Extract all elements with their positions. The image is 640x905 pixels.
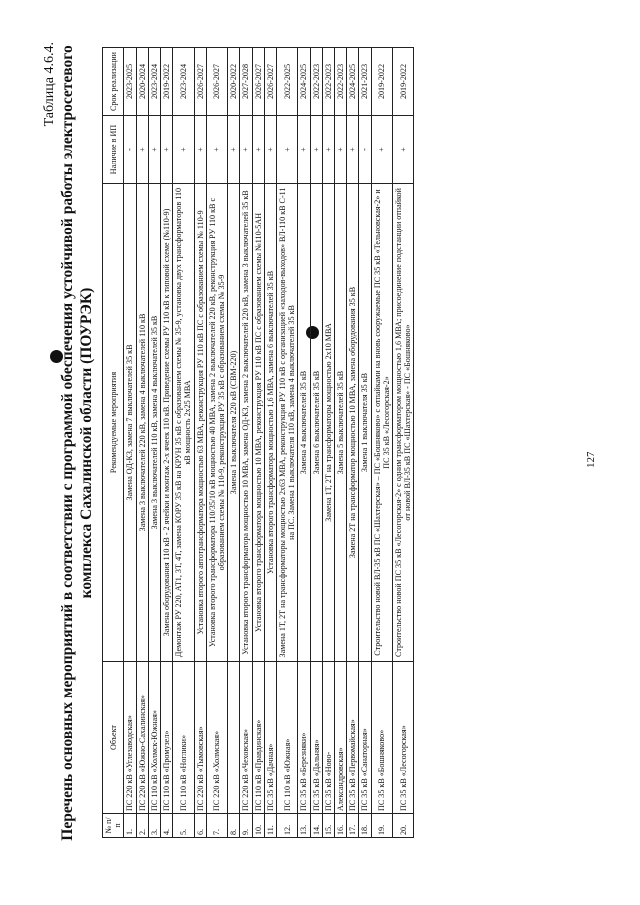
row-number: 4.: [161, 814, 173, 838]
row-number: 2.: [136, 814, 148, 838]
row-object: ПС 35 кВ «Березняки»: [298, 662, 310, 814]
table-row: [148, 48, 160, 838]
row-term: 2026-2027: [264, 48, 276, 116]
row-number: 19.: [371, 814, 392, 838]
row-in-ip: +: [347, 116, 359, 184]
table-label: Таблица 4.6.4.: [42, 42, 57, 127]
row-number: 7.: [206, 814, 227, 838]
table-row: [124, 48, 136, 838]
row-in-ip: +: [371, 116, 392, 184]
row-object: ПС 110 кВ «Холмск-Южная»: [148, 662, 160, 814]
row-action: Замена оборудования 110 кВ - 2 ячейки и монтаж 2-х ячеек 110 кВ. Приведение схемы РУ 110 кВ к типовой схеме (№110-9): [161, 184, 173, 662]
measures-table: [102, 47, 414, 838]
row-object: ПС 220 кВ «Холмская»: [206, 662, 227, 814]
header-ip: Наличие в ИП: [103, 116, 124, 184]
table-row: [206, 48, 227, 838]
table-row: [310, 48, 322, 838]
table-row: [252, 48, 264, 838]
row-term: 2022-2023: [335, 48, 347, 116]
row-object: ПС 35 кВ «Дальняя»: [310, 662, 322, 814]
rotated-page-content: [42, 38, 632, 848]
page-number: 127: [585, 451, 597, 468]
row-term: 2022-2023: [322, 48, 334, 116]
row-number: 15.: [322, 814, 334, 838]
row-object: ПС 35 кВ «Лесогорская»: [393, 662, 414, 814]
row-in-ip: +: [252, 116, 264, 184]
row-term: 2024-2025: [347, 48, 359, 116]
row-in-ip: +: [335, 116, 347, 184]
row-number: 8.: [228, 814, 240, 838]
table-body: [124, 48, 414, 838]
table-row: [277, 48, 298, 838]
row-number: 10.: [252, 814, 264, 838]
row-action: Замена 1 выключателя 35 кВ: [359, 184, 371, 662]
row-term: 2020-2024: [136, 48, 148, 116]
table-row: [173, 48, 194, 838]
row-object: ПС 220 кВ «Южно-Сахалинская»: [136, 662, 148, 814]
table-row: [264, 48, 276, 838]
row-term: 2027-2028: [240, 48, 252, 116]
row-object: ПС 220 кВ «Тымовская»: [194, 662, 206, 814]
row-number: 12.: [277, 814, 298, 838]
table-row: [322, 48, 334, 838]
title-line-2: комплекса Сахалинской области (ПОУРЭК): [78, 287, 95, 599]
row-object: ПС 35 кВ «Первомайская»: [347, 662, 359, 814]
row-in-ip: +: [264, 116, 276, 184]
row-in-ip: +: [298, 116, 310, 184]
row-term: 2023-2024: [173, 48, 194, 116]
row-number: 14.: [310, 814, 322, 838]
row-action: Замена 1 выключателя 220 кВ (СВМ-220): [228, 184, 240, 662]
row-action: Замена 2Т на трансформатор мощностью 10 МВА, замена оборудования 35 кВ: [347, 184, 359, 662]
row-action: Установка второго трансформатора мощностью 1,6 МВА, замена 6 выключателей 35 кВ: [264, 184, 276, 662]
row-term: 2019-2022: [371, 48, 392, 116]
row-term: 2022-2025: [277, 48, 298, 116]
row-object: ПС 110 кВ «Южная»: [277, 662, 298, 814]
table-row: [347, 48, 359, 838]
table-row: [161, 48, 173, 838]
table-row: [240, 48, 252, 838]
row-action: Строительство новой ВЛ-35 кВ ПС «Шахтерская» – ПС «Бошняково» с отпайками на вновь сооружаемые ПС 35 кВ «Тельновская-2» и ПС 35 кВ «Лесогорская-2»: [371, 184, 392, 662]
row-number: 18.: [359, 814, 371, 838]
row-number: 16.: [335, 814, 347, 838]
row-action: Демонтаж РУ 220, АТ1, 3Т, 4Т, замена КОРУ 35 кВ на КРУН 35 кВ с образованием схемы № 35-9, установка двух трансформаторов 110 кВ мощность 2х25 МВА: [173, 184, 194, 662]
row-in-ip: +: [173, 116, 194, 184]
row-number: 17.: [347, 814, 359, 838]
row-action: Замена 5 выключателей 35 кВ: [335, 184, 347, 662]
header-object: Объект: [103, 662, 124, 814]
header-num: № п/п: [103, 814, 124, 838]
row-action: Установка второго трансформатора мощностью 10 МВА, реконструкция РУ 110 кВ ПС с образованием схемы №110-5АН: [252, 184, 264, 662]
row-term: 2023-2024: [148, 48, 160, 116]
row-term: 2019-2022: [161, 48, 173, 116]
table-row: [298, 48, 310, 838]
row-term: 2024-2025: [298, 48, 310, 116]
table-row: [228, 48, 240, 838]
row-action: Замена 6 выключателей 35 кВ: [310, 184, 322, 662]
row-action: Замена 3 выключателей 110 кВ, замена 4 выключателей 35 кВ: [148, 184, 160, 662]
row-action: Замена ОД-КЗ, замена 7 выключателей 35 кВ: [124, 184, 136, 662]
row-in-ip: +: [277, 116, 298, 184]
row-action: Строительство новой ПС 35 кВ «Лесогорская-2» с одним трансформатором мощностью 1,6 МВА; присоединение подстанции отпайкой от новой ВЛ-35 кВ ПС «Шахтерская» - ПС «Бошняково»: [393, 184, 414, 662]
table-row: [371, 48, 392, 838]
row-number: 13.: [298, 814, 310, 838]
table-row: [136, 48, 148, 838]
row-object: ПС 110 кВ «Ноглики»: [173, 662, 194, 814]
row-object: ПС 35 кВ «Бошняково»: [371, 662, 392, 814]
header-term: Срок реализации: [103, 48, 124, 116]
row-action: Установка второго трансформатора мощностью 10 МВА, замена ОД-КЗ, замена 2 выключателей 220 кВ, замена 3 выключателей 35 кВ: [240, 184, 252, 662]
row-object: ПС 220 кВ «Чеховская»: [240, 662, 252, 814]
row-term: 2019-2022: [393, 48, 414, 116]
row-in-ip: +: [393, 116, 414, 184]
row-number: 9.: [240, 814, 252, 838]
row-in-ip: -: [359, 116, 371, 184]
row-in-ip: +: [240, 116, 252, 184]
row-number: 11.: [264, 814, 276, 838]
title-line-1: Перечень основных мероприятий в соответствии с программой обеспечения устойчивой работы электросетевого: [59, 45, 76, 841]
row-action: Установка второго трансформатора 110/35/10 кВ мощностью 40 МВА, замена 2 выключателей 220 кВ, реконструкция РУ 110 кВ с образованием схемы № 110-9, реконструкция РУ 35 кВ с образованием схемы № 35-9: [206, 184, 227, 662]
row-term: 2020-2022: [228, 48, 240, 116]
row-in-ip: +: [310, 116, 322, 184]
row-in-ip: +: [161, 116, 173, 184]
table-row: [335, 48, 347, 838]
row-in-ip: +: [136, 116, 148, 184]
row-action: Замена 1Т, 2Т на трансформаторы мощностью 2х10 МВА: [322, 184, 334, 662]
row-object: ПС 220 кВ «Углезаводская»: [124, 662, 136, 814]
row-in-ip: +: [322, 116, 334, 184]
row-action: Установка второго автотрансформатора мощностью 63 МВА, реконструкция РУ 110 кВ ПС с образованием схемы № 110-9: [194, 184, 206, 662]
row-in-ip: +: [194, 116, 206, 184]
row-action: Замена 1Т, 2Т на трансформаторы мощностью 2х63 МВА, реконструкция РУ 110 кВ с организацией «заходов-выходов» ВЛ-110 кВ С-11 на ПС. Замена 1 выключателя 110 кВ, замена 4 выключателей 35 кВ: [277, 184, 298, 662]
table-row: [359, 48, 371, 838]
row-action: Замена 4 выключателей 35 кВ: [298, 184, 310, 662]
document-title: [58, 38, 96, 848]
row-in-ip: +: [228, 116, 240, 184]
row-in-ip: +: [148, 116, 160, 184]
row-number: 3.: [148, 814, 160, 838]
table-row: [194, 48, 206, 838]
row-term: 2023-2025: [124, 48, 136, 116]
row-object: ПС 110 кВ «Промузел»: [161, 662, 173, 814]
header-action: Рекомендуемые мероприятия: [103, 184, 124, 662]
row-object: ПС 110 кВ «Правдинская»: [252, 662, 264, 814]
row-number: 1.: [124, 814, 136, 838]
row-number: 6.: [194, 814, 206, 838]
row-in-ip: -: [124, 116, 136, 184]
table-header-row: [103, 48, 124, 838]
row-term: 2022-2023: [310, 48, 322, 116]
row-number: 5.: [173, 814, 194, 838]
table-row: [393, 48, 414, 838]
row-object: [228, 662, 240, 814]
row-number: 20.: [393, 814, 414, 838]
row-object: ПС 35 кВ «Санаторная»: [359, 662, 371, 814]
row-object: Александровская»: [335, 662, 347, 814]
row-object: ПС 35 кВ «Дачная»: [264, 662, 276, 814]
row-term: 2026-2027: [194, 48, 206, 116]
row-in-ip: +: [206, 116, 227, 184]
row-term: 2021-2023: [359, 48, 371, 116]
row-term: 2026-2027: [206, 48, 227, 116]
row-object: ПС 35 кВ «Ново-: [322, 662, 334, 814]
row-term: 2026-2027: [252, 48, 264, 116]
row-action: Замена 3 выключателей 220 кВ, замена 4 выключателей 110 кВ: [136, 184, 148, 662]
